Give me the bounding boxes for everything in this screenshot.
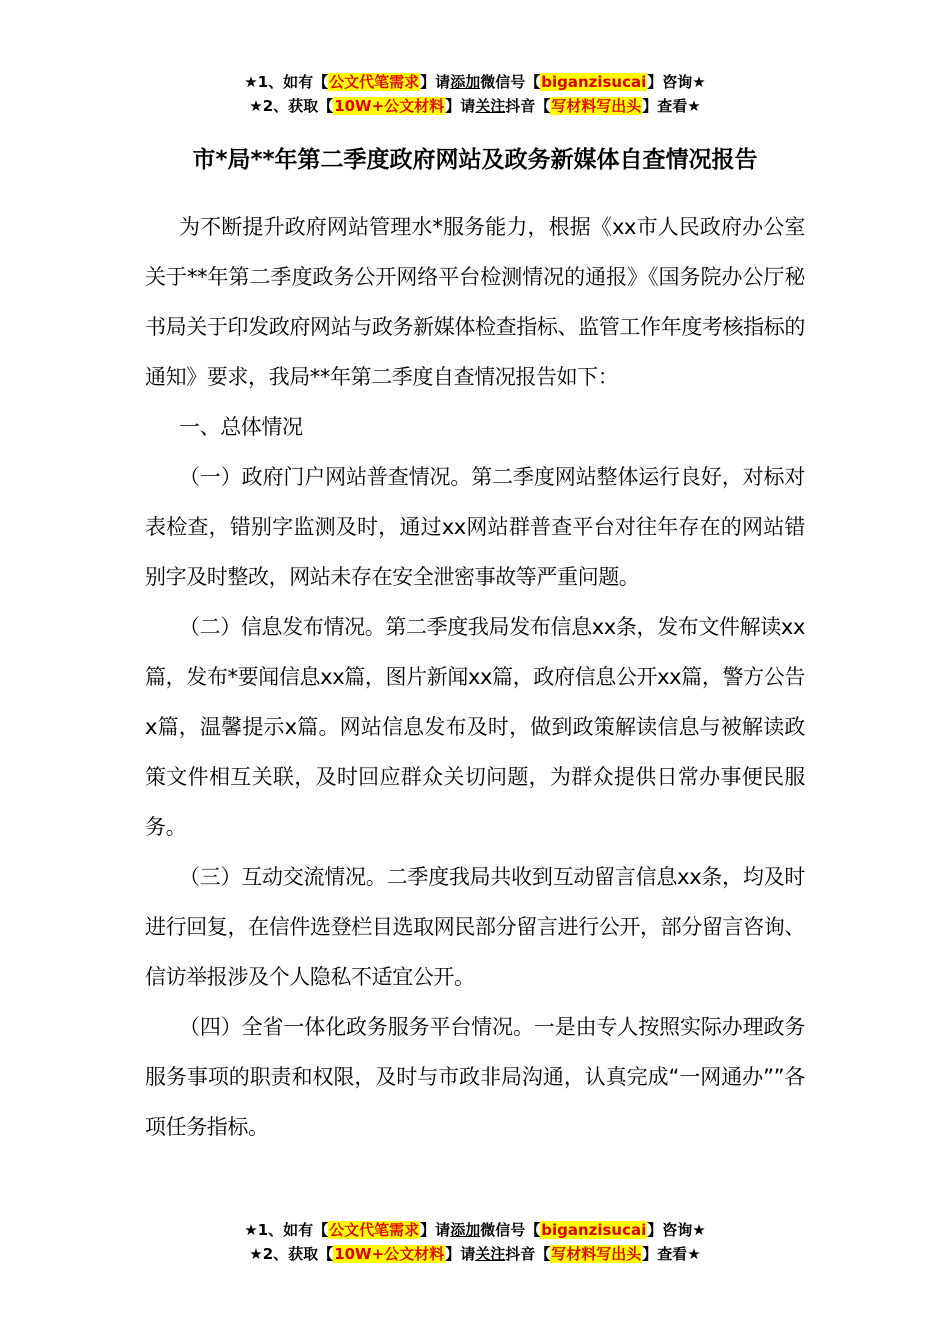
promo-text: 】查看★ <box>642 1245 701 1263</box>
document-title: 市*局**年第二季度政府网站及政务新媒体自查情况报告 <box>192 147 758 173</box>
promo-line-2 <box>0 1242 950 1266</box>
promo-text: ★1、如有【 <box>244 73 329 91</box>
paragraph-portal-check: （一）政府门户网站普查情况。第二季度网站整体运行良好，对标对表检查，错别字监测及时，通过xx网站群普查平台对往年存在的网站错别字及时整改，网站未存在安全泄密事故等严重问题。 <box>145 465 805 589</box>
promo-banner-bottom <box>0 1218 950 1266</box>
promo-text: 】请 <box>445 1245 476 1263</box>
promo-text: 】请 <box>445 97 476 115</box>
promo-highlight: 10W+公文材料 <box>334 97 445 115</box>
promo-text: ★1、如有【 <box>244 1221 329 1239</box>
promo-line-1 <box>0 1218 950 1242</box>
promo-text: 微信号【 <box>480 1221 541 1239</box>
promo-text: 抖音【 <box>505 97 551 115</box>
document-body <box>145 202 805 1152</box>
promo-text: 】咨询★ <box>647 1221 706 1239</box>
promo-line-2 <box>0 94 950 118</box>
promo-underlined: 添加 <box>450 73 481 91</box>
paragraph-info-release: （二）信息发布情况。第二季度我局发布信息xx条，发布文件解读xx篇，发布*要闻信息xx篇，图片新闻xx篇，政府信息公开xx篇，警方公告x篇，温馨提示x篇。网站信息发布及时，做到政策解读信息与被解读政策文件相互关联，及时回应群众关切问题，为群众提供日常办事便民服务。 <box>145 615 805 839</box>
promo-underlined: 关注 <box>475 97 506 115</box>
promo-banner-top <box>0 70 950 118</box>
promo-highlight: 公文代笔需求 <box>329 73 420 91</box>
promo-highlight-douyin: 写材料写出头 <box>551 1245 642 1263</box>
promo-text: 】咨询★ <box>647 73 706 91</box>
promo-highlight: 10W+公文材料 <box>334 1245 445 1263</box>
paragraph-service-platform: （四）全省一体化政务服务平台情况。一是由专人按照实际办理政务服务事项的职责和权限，及时与市政非局沟通，认真完成“一网通办””各项任务指标。 <box>145 1015 805 1139</box>
promo-highlight-douyin: 写材料写出头 <box>551 97 642 115</box>
promo-text: ★2、获取【 <box>249 1245 334 1263</box>
promo-text: 微信号【 <box>480 73 541 91</box>
promo-highlight-wechat-id: biganzisucai <box>541 1221 647 1239</box>
promo-highlight-wechat-id: biganzisucai <box>541 73 647 91</box>
promo-text: 抖音【 <box>505 1245 551 1263</box>
paragraph-intro: 为不断提升政府网站管理水*服务能力，根据《xx市人民政府办公室关于**年第二季度政务公开网络平台检测情况的通报》《国务院办公厅秘书局关于印发政府网站与政务新媒体检查指标、监管工作年度考核指标的通知》要求，我局**年第二季度自查情况报告如下： <box>145 215 805 389</box>
promo-text: ★2、获取【 <box>249 97 334 115</box>
promo-text: 】请 <box>420 73 451 91</box>
promo-highlight: 公文代笔需求 <box>329 1221 420 1239</box>
promo-text: 】请 <box>420 1221 451 1239</box>
promo-underlined: 添加 <box>450 1221 481 1239</box>
paragraph-interaction: （三）互动交流情况。二季度我局共收到互动留言信息xx条，均及时进行回复，在信件选登栏目选取网民部分留言进行公开，部分留言咨询、信访举报涉及个人隐私不适宜公开。 <box>145 865 805 989</box>
promo-text: 】查看★ <box>642 97 701 115</box>
promo-underlined: 关注 <box>475 1245 506 1263</box>
promo-line-1 <box>0 70 950 94</box>
section-heading-overview: 一、总体情况 <box>179 415 303 439</box>
